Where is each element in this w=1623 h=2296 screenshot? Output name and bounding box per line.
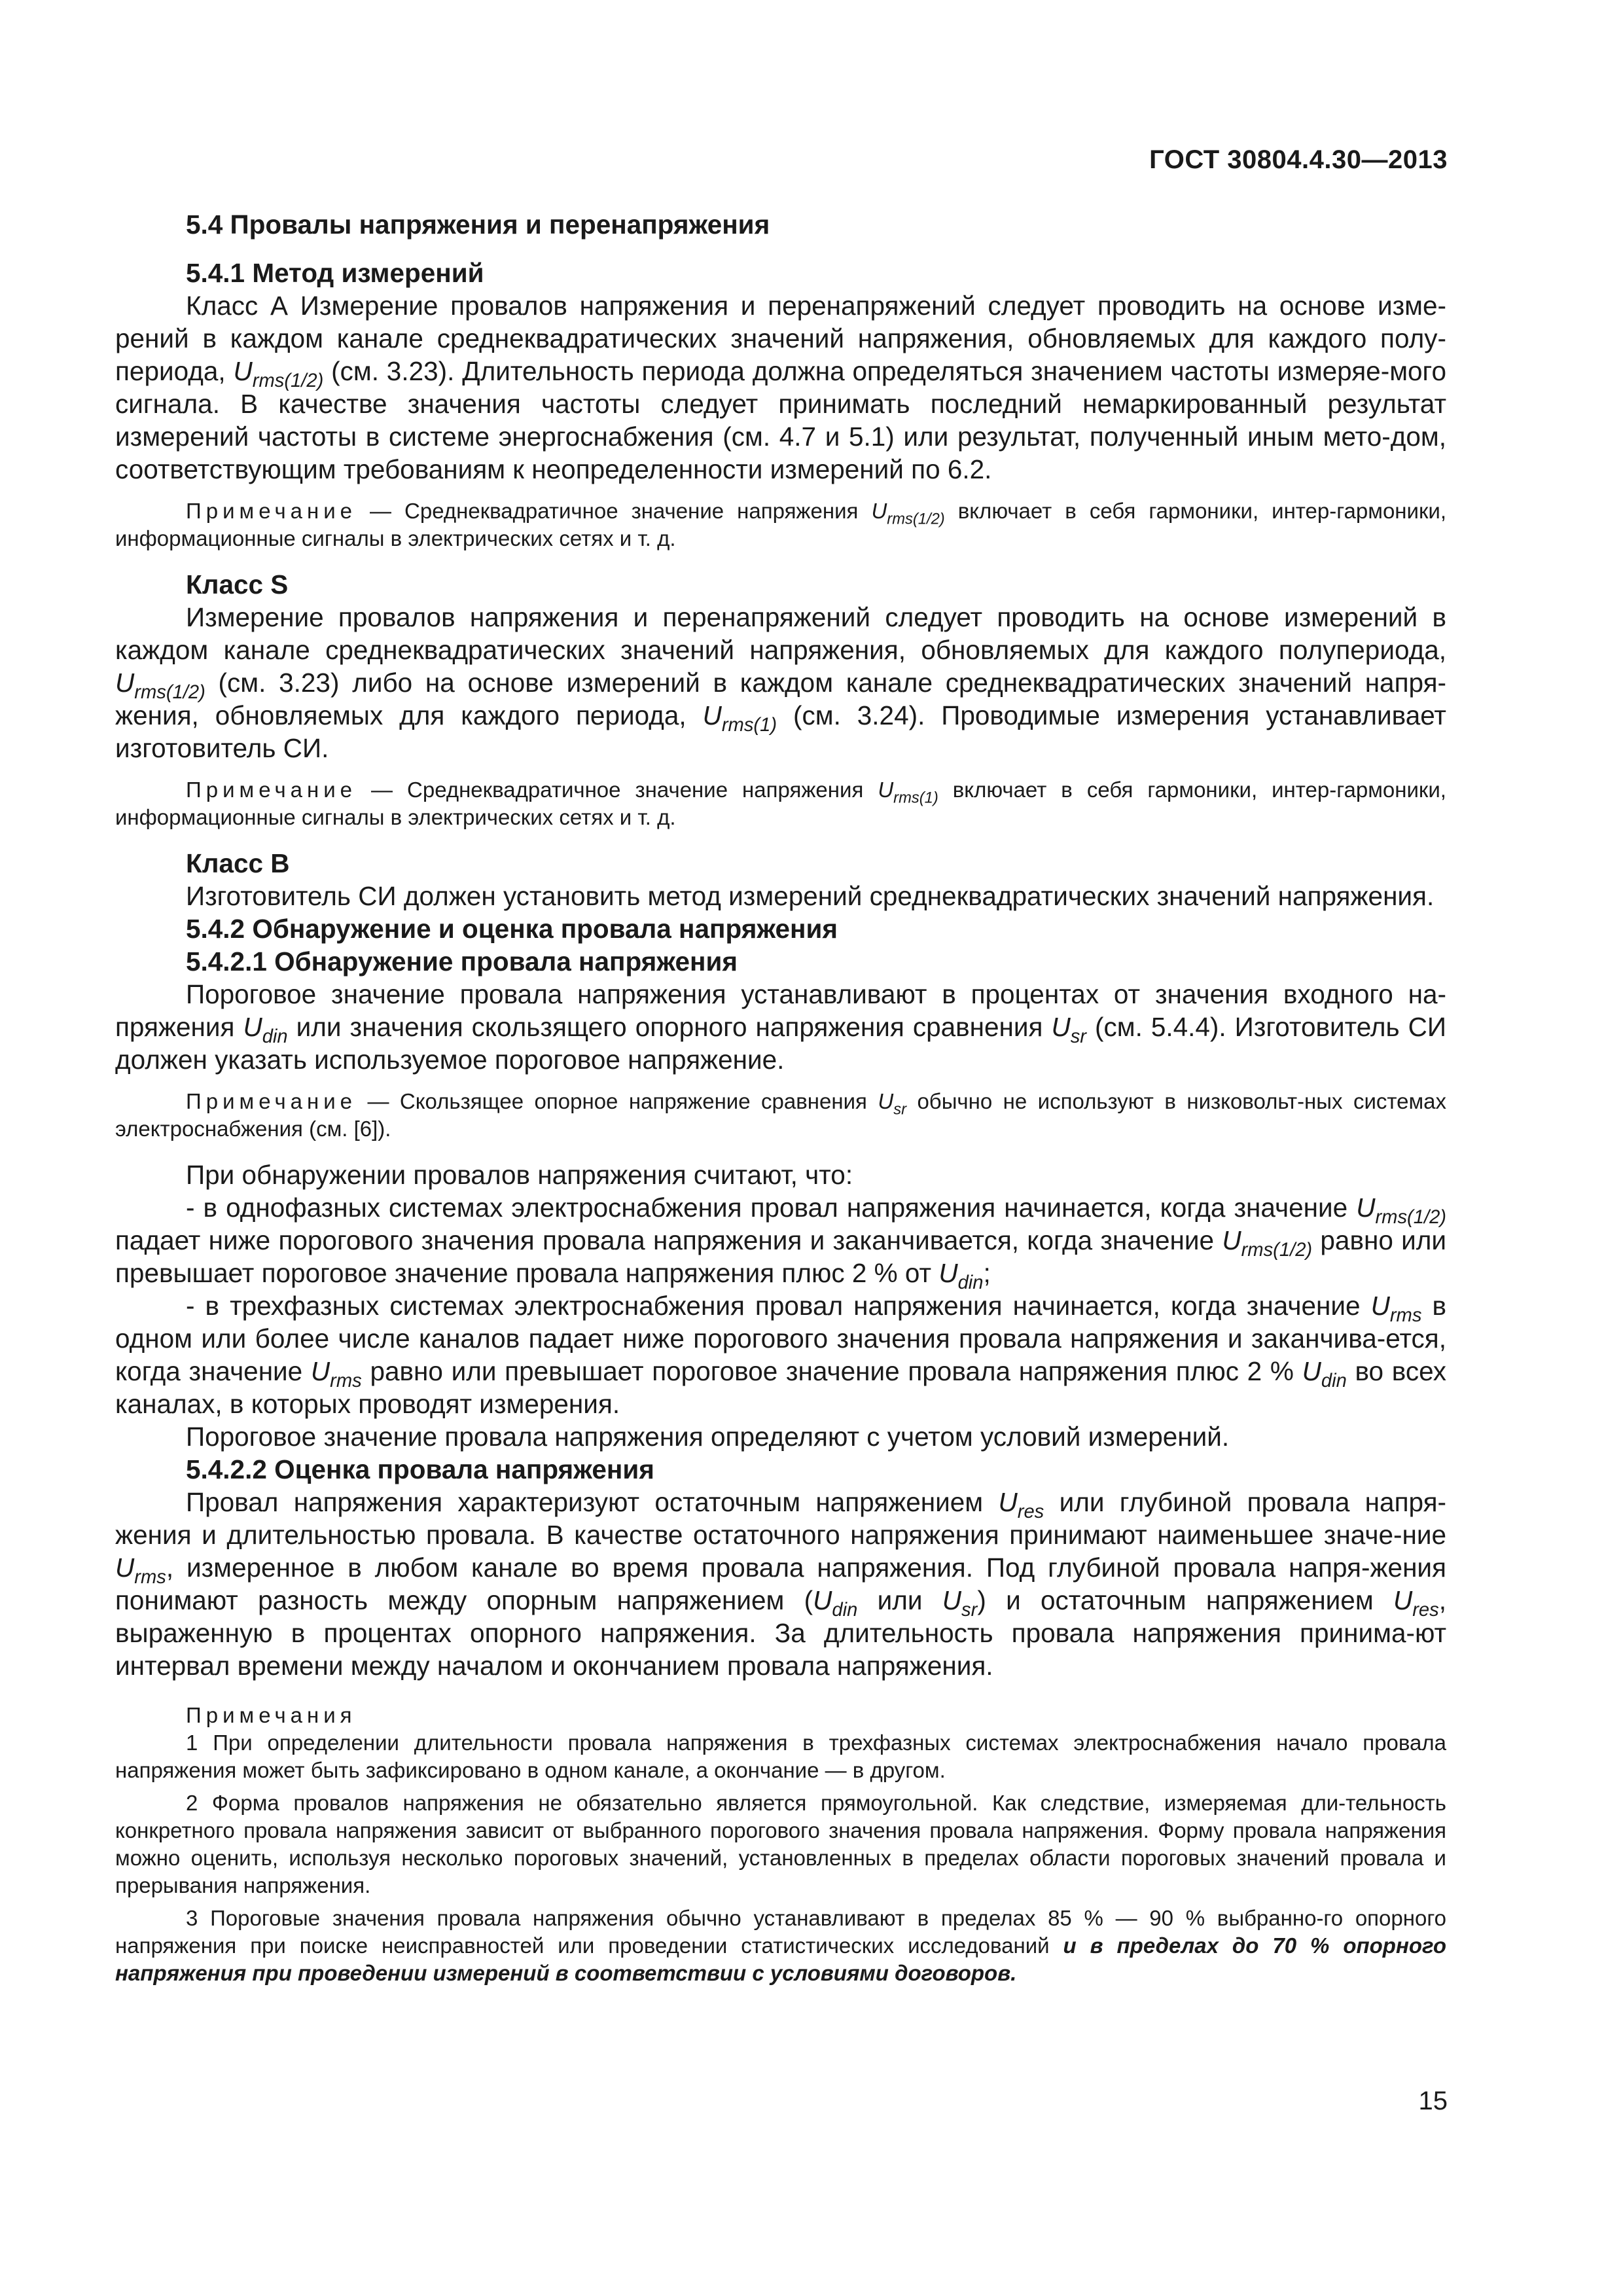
symbol-u-sr: $U_{sr}$: [942, 1585, 978, 1621]
note-1: 1 При определении длительности провала напряжения в трехфазных системах электроснабжения начало провала напряжения может быть зафиксировано в одном канале, а окончание — в другом.: [115, 1731, 1446, 1782]
note-class-a-text-2: включает в себя гармоники, интер-гармоники, информационные сигналы в электрических сетях и т. д.: [115, 499, 1447, 550]
note-3: 3 Пороговые значения провала напряжения обычно устанавливают в пределах 85 % — 90 % выбранно-го опорного напряжения при поиске неисправностей или проведении статистических исследований и в пределах до 70 % опорного напряжения при проведении измерений в соответствии с условиями договоров.: [115, 1906, 1446, 1985]
class-b-paragraph: Изготовитель СИ должен установить метод измерений среднеквадратических значений напряжения.: [186, 881, 1435, 911]
class-a-paragraph: [115, 289, 1446, 486]
class-s-paragraph: [115, 601, 1446, 764]
symbol-u-res: $U_{res}$: [998, 1487, 1044, 1523]
note-class-s-text-1: — Среднеквадратичное значение напряжения: [357, 778, 864, 802]
note-sr-text-1: — Скользящее опорное напряжение сравнения: [357, 1089, 867, 1113]
note-2: 2 Форма провалов напряжения не обязательно является прямоугольной. Как следствие, измеряемая дли-тельность конкретного провала напряжения зависит от выбранного порогового значения провала напряжения. Форму провала напряжения можно оценить, используя несколько пороговых значений, установленных в пределах области пороговых значений провала и прерывания напряжения.: [115, 1791, 1446, 1897]
threshold-text-3: (см. 5.4.4). Изготовитель СИ должен указать используемое пороговое напряжение.: [115, 1012, 1446, 1075]
symbol-u-rms: $U_{rms}$: [1370, 1291, 1422, 1327]
symbol-u-din: $U_{din}$: [243, 1012, 288, 1048]
dip-evaluation-paragraph: Провал напряжения характеризуют остаточным напряжением $U_{res}$ или глубиной провала напря-жения и длительностью провала. В качестве остаточного напряжения принимают наименьшее значе-ние $U_{rms}$, измеренное в любом канале во время провала напряжения. Под глубиной провала напря-жения понимают разность между опорным напряжением ($U_{din}$ или $U_{sr}$) и остаточным напряжением $U_{res}$, выраженную в процентах опорного напряжения. За длительность провала напряжения принима-ют интервал времени между началом и окончанием провала напряжения.: [115, 1487, 1446, 1681]
note-class-a: [115, 497, 1446, 552]
note-sliding-reference: [115, 1088, 1446, 1143]
section-5-4-2-1-title: 5.4.2.1 Обнаружение провала напряжения: [186, 946, 738, 977]
class-a-text-2: (см. 3.23). Длительность периода должна определяться значением частоты измеряе-мого сигнала. В качестве значения частоты следует принимать последний немаркированный результат измерений частоты в системе энергоснабжения (см. 4.7 и 5.1) или результат, полученный иным мето-дом, соответствующим требованиям к неопределенности измерений по 6.2.: [115, 356, 1446, 484]
note-class-a-text-1: — Среднеквадратичное значение напряжения: [357, 499, 859, 523]
symbol-u-din: $U_{din}$: [813, 1585, 858, 1621]
notes-label: Примечания: [186, 1703, 357, 1727]
class-s-text-3: (см. 3.24). Проводимые измерения устанавливает изготовитель СИ.: [115, 700, 1446, 763]
class-s-text-1: Измерение провалов напряжения и перенапряжений следует проводить на основе измерений в каждом канале среднеквадратических значений напряжения, обновляемых для каждого полупериода,: [115, 602, 1446, 665]
threshold-text-2: или значения скользящего опорного напряжения сравнения: [296, 1012, 1043, 1042]
section-5-4-1-title: 5.4.1 Метод измерений: [186, 258, 484, 288]
symbol-u-rms-half: $U_{rms(1/2)}$: [1356, 1193, 1446, 1229]
note-3-emphasis: и в пределах до 70 % опорного напряжения при проведении измерений в соответствии с условиями договоров.: [115, 1933, 1446, 1985]
symbol-u-din: $U_{din}$: [938, 1258, 984, 1294]
detection-bullet-three-phase: - в трехфазных системах электроснабжения провал напряжения начинается, когда значение $U_{rms}$ в одном или более числе каналов падает ниже порогового значения провала напряжения и заканчива-ется, когда значение $U_{rms}$ равно или превышает пороговое значение провала напряжения плюс 2 % $U_{din}$ во всех каналах, в которых проводят измерения.: [115, 1291, 1446, 1419]
class-a-text-1: Класс А Измерение провалов напряжения и перенапряжений следует проводить на основе изме-рений в каждом канале среднеквадратических значений напряжения, обновляемых для каждого полу-периода,: [115, 291, 1446, 386]
page-content: [115, 208, 1446, 1987]
note-label: Примечание: [186, 1089, 357, 1113]
standard-code: ГОСТ 30804.4.30—2013: [1149, 145, 1448, 174]
symbol-u-sr: $U_{sr}$: [878, 1089, 906, 1119]
class-b-title: Класс В: [186, 848, 290, 878]
detection-intro: При обнаружении провалов напряжения считают, что:: [186, 1160, 853, 1190]
section-5-4-title: 5.4 Провалы напряжения и перенапряжения: [186, 209, 770, 240]
symbol-u-rms: $U_{rms}$: [115, 1552, 166, 1588]
symbol-u-rms: $U_{rms}$: [310, 1356, 362, 1392]
symbol-u-rms-one: $U_{rms(1)}$: [878, 778, 938, 807]
note-label: Примечание: [186, 778, 357, 802]
threshold-text-1: Пороговое значение провала напряжения устанавливают в процентах от значения входного на-пряжения: [115, 979, 1446, 1042]
symbol-u-rms-half: $U_{rms(1/2)}$: [115, 668, 205, 704]
note-label: Примечание: [186, 499, 357, 523]
note-sr-text-2: обычно не используют в низковольт-ных системах электроснабжения (см. [6]).: [115, 1089, 1447, 1141]
section-5-4-2-2-title: 5.4.2.2 Оценка провала напряжения: [186, 1454, 654, 1484]
page-number: 15: [1418, 2087, 1448, 2115]
note-class-s: [115, 776, 1446, 831]
section-5-4-2-title: 5.4.2 Обнаружение и оценка провала напряжения: [186, 914, 838, 944]
note-class-s-text-2: включает в себя гармоники, интер-гармоники, информационные сигналы в электрических сетях и т. д.: [115, 778, 1446, 829]
symbol-u-rms-half: $U_{rms(1/2)}$: [233, 356, 324, 392]
symbol-u-rms-half: $U_{rms(1/2)}$: [871, 499, 945, 528]
symbol-u-res: $U_{res}$: [1393, 1585, 1439, 1621]
class-s-title: Класс S: [186, 569, 289, 600]
symbol-u-sr: $U_{sr}$: [1051, 1012, 1087, 1048]
detection-bullet-single-phase: - в однофазных системах электроснабжения провал напряжения начинается, когда значение $U_{rms(1/2)}$ падает ниже порогового значения провала напряжения и заканчивается, когда значение $U_{rms(1/2)}$ равно или превышает пороговое значение провала напряжения плюс 2 % от $U_{din}$;: [115, 1193, 1446, 1294]
symbol-u-rms-one: $U_{rms(1)}$: [702, 700, 777, 736]
threshold-conditions-paragraph: Пороговое значение провала напряжения определяют с учетом условий измерений.: [186, 1422, 1230, 1452]
class-s-text-2: (см. 3.23) либо на основе измерений в каждом канале среднеквадратических значений напря-жения, обновляемых для каждого периода,: [115, 668, 1446, 730]
threshold-paragraph: [115, 978, 1446, 1076]
symbol-u-rms-half: $U_{rms(1/2)}$: [1222, 1225, 1313, 1261]
symbol-u-din: $U_{din}$: [1302, 1356, 1347, 1392]
